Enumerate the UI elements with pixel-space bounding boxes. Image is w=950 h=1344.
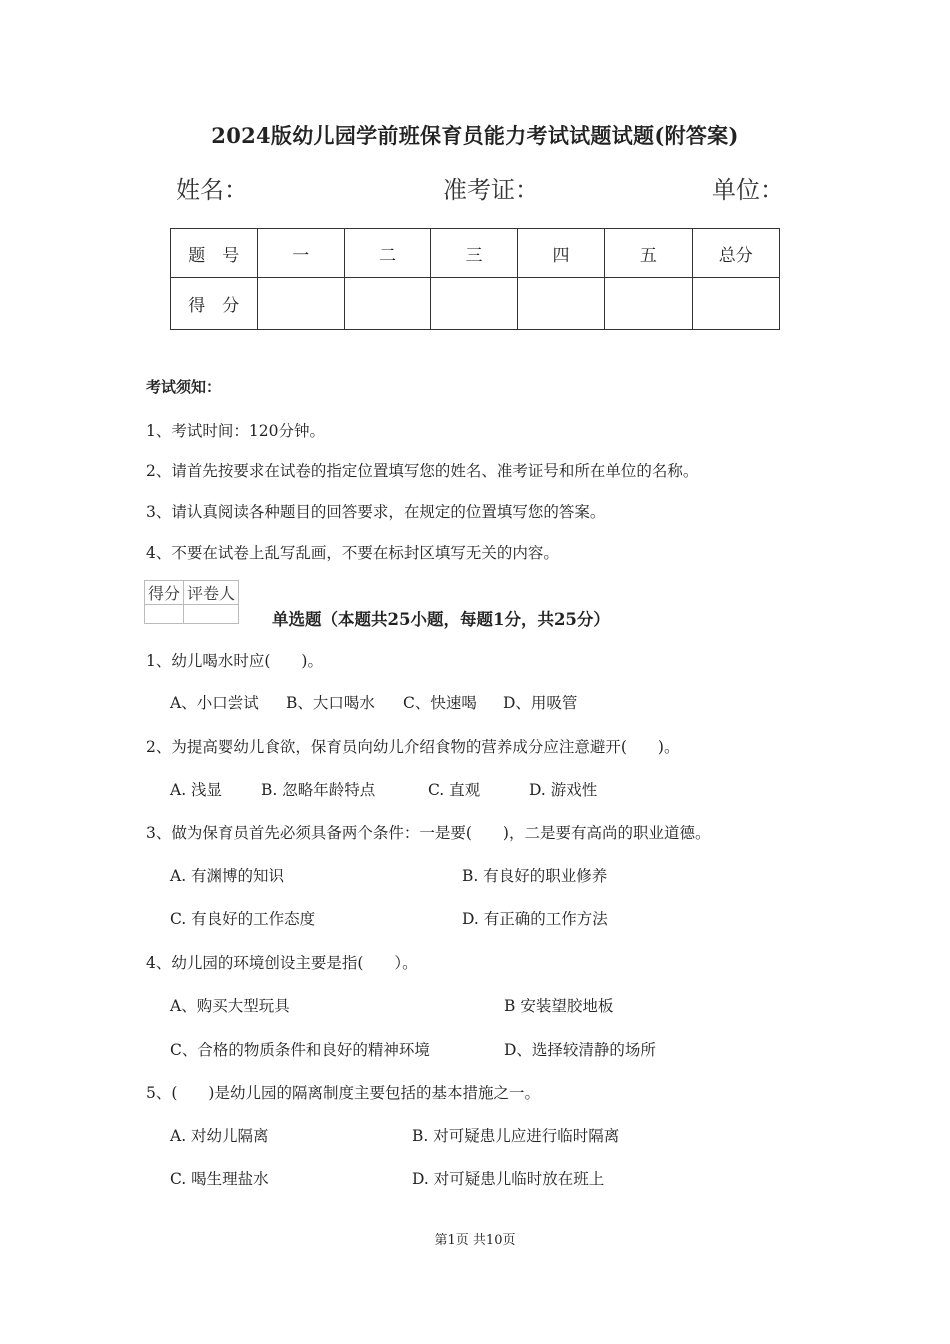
option: A、小口尝试 [170,694,259,712]
option: C、合格的物质条件和良好的精神环境 [170,1041,430,1059]
score-header-cell: 四 [517,229,604,278]
question-text: 4、幼儿园的环境创设主要是指( ）。 [146,954,418,972]
score-header-cell: 总分 [692,229,779,278]
grader-box-grader-label: 评卷人 [184,581,239,605]
score-cell [257,278,344,330]
option: A. 有渊博的知识 [170,867,285,885]
score-header-cell: 二 [344,229,430,278]
unit-field-label: 单位： [712,176,784,204]
score-header-cell: 五 [605,229,692,278]
score-cell [431,278,517,330]
grader-box-score-cell [145,605,184,624]
score-row-label: 得 分 [171,278,258,330]
notice-item: 2、请首先按要求在试卷的指定位置填写您的姓名、准考证号和所在单位的名称。 [146,462,699,480]
option: C. 喝生理盐水 [170,1170,269,1188]
score-header-cell: 一 [257,229,344,278]
score-cell [517,278,604,330]
option: A、购买大型玩具 [170,997,290,1015]
option: C、快速喝 [403,694,477,712]
option: D、用吸管 [503,694,578,712]
notice-item: 3、请认真阅读各种题目的回答要求，在规定的位置填写您的答案。 [146,503,606,521]
name-field-label: 姓名： [176,176,248,204]
option: A. 对幼儿隔离 [170,1127,269,1145]
notice-heading: 考试须知： [146,378,222,396]
grader-box [144,580,239,624]
page-title: 2024版幼儿园学前班保育员能力考试试题试题(附答案) [211,123,739,148]
option: B 安装望胶地板 [504,997,614,1015]
option: D. 对可疑患儿临时放在班上 [412,1170,605,1188]
question-text: 1、幼儿喝水时应( )。 [146,652,323,670]
option: B、大口喝水 [286,694,375,712]
question-text: 3、做为保育员首先必须具备两个条件：一是要( )，二是要有高尚的职业道德。 [146,824,711,842]
score-cell [605,278,692,330]
section-title: 单选题（本题共25小题，每题1分，共25分） [272,610,610,629]
option: B. 对可疑患儿应进行临时隔离 [412,1127,620,1145]
option: B. 忽略年龄特点 [261,781,376,799]
grader-box-grader-cell [184,605,239,624]
score-table-score-row [171,278,780,330]
option: C. 有良好的工作态度 [170,910,316,928]
option: C. 直观 [428,781,481,799]
score-table-header-row [171,229,780,278]
score-cell [692,278,779,330]
question-text: 2、为提高婴幼儿食欲，保育员向幼儿介绍食物的营养成分应注意避开( )。 [146,738,680,756]
page-footer: 第1页 共10页 [434,1233,516,1248]
option: D. 游戏性 [529,781,598,799]
grader-box-score-label: 得分 [145,581,184,605]
notice-item: 4、不要在试卷上乱写乱画，不要在标封区填写无关的内容。 [146,544,559,562]
score-header-cell: 题 号 [171,229,258,278]
score-table [170,228,780,330]
score-header-cell: 三 [431,229,517,278]
question-text: 5、( )是幼儿园的隔离制度主要包括的基本措施之一。 [146,1084,540,1102]
notice-item: 1、考试时间：120分钟。 [146,422,325,440]
option: A. 浅显 [170,781,223,799]
option: D. 有正确的工作方法 [462,910,608,928]
score-cell [344,278,430,330]
option: D、选择较清静的场所 [504,1041,656,1059]
ticket-field-label: 准考证： [443,176,539,204]
option: B. 有良好的职业修养 [462,867,608,885]
